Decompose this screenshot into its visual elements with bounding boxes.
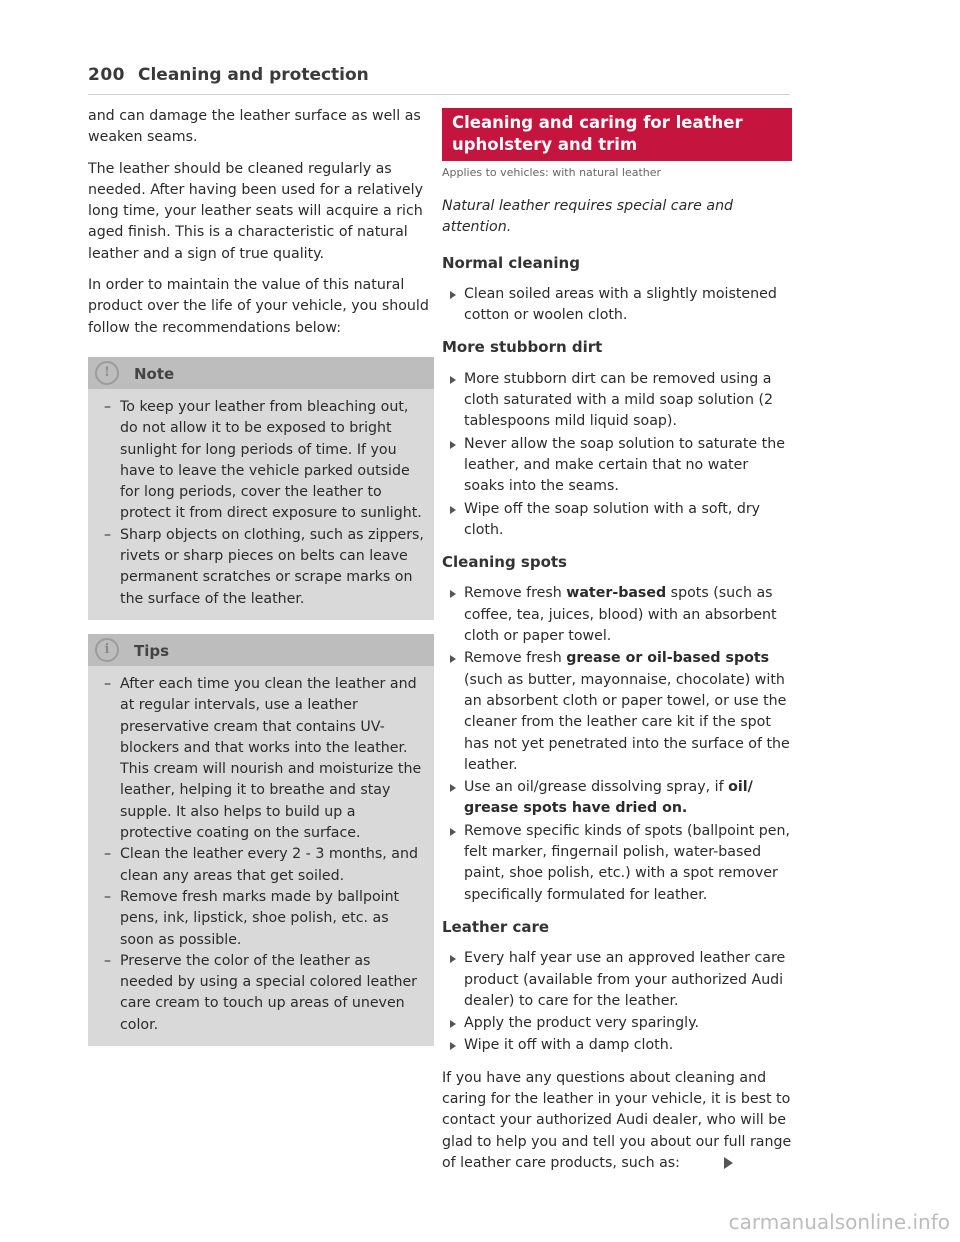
note-title: Note [134, 364, 175, 383]
note-item: – Sharp objects on clothing, such as zippers, rivets or sharp pieces on belts can leave permanent scratches or scrape marks on the surface of the leather. [98, 525, 424, 610]
applies-to: Applies to vehicles: with natural leather [442, 166, 662, 179]
list-item: Apply the product very sparingly. [442, 1013, 792, 1034]
closing-paragraph: If you have any questions about cleaning and caring for the leather in your vehicle, it is best to contact your authorized Audi dealer, who will be glad to help you and tell you about our full range of leather care products, such as: [442, 1069, 792, 1171]
normal-cleaning-heading: Normal cleaning [442, 253, 580, 272]
warning-icon: ! [95, 361, 119, 385]
list-item: Remove specific kinds of spots (ballpoint pen, felt marker, fingernail polish, water-based paint, shoe polish, etc.) with a spot remover specifically formulated for leather. [442, 821, 792, 906]
paragraph: and can damage the leather surface as well as weaken seams. [88, 108, 421, 146]
page-header [88, 62, 790, 95]
tips-box [88, 634, 434, 1046]
note-item: – To keep your leather from bleaching out, do not allow it to be exposed to bright sunlight for long periods of time. If you have to leave the vehicle parked outside for long periods, cover the leather to protect it from direct exposure to sunlight. [98, 397, 424, 525]
note-body [88, 389, 434, 620]
right-column [442, 106, 792, 1184]
left-column [88, 106, 434, 1046]
note-box [88, 357, 434, 620]
section-title: Cleaning and protection [138, 65, 369, 85]
continue-arrow-icon [724, 1157, 733, 1169]
list-item: Never allow the soap solution to saturate the leather, and make certain that no water soaks into the seams. [442, 434, 792, 498]
tips-title: Tips [134, 641, 170, 660]
list-item: More stubborn dirt can be removed using a cloth saturated with a mild soap solution (2 tablespoons mild liquid soap). [442, 369, 792, 433]
leather-care-heading: Leather care [442, 917, 550, 936]
paragraph: The leather should be cleaned regularly as needed. After having been used for a relatively long time, your leather seats will acquire a rich aged finish. This is a characteristic of natural leather and a sign of true quality. [88, 160, 423, 262]
section-heading: Cleaning and caring for leather upholstery and trim [442, 108, 792, 161]
list-item: Clean soiled areas with a slightly moistened cotton or woolen cloth. [442, 284, 792, 327]
list-item: Remove fresh grease or oil-based spots (such as butter, mayonnaise, chocolate) with an absorbent cloth or paper towel, or use the cleaner from the leather care kit if the spot has not yet penetrated into the surface of the leather. [442, 648, 792, 776]
paragraph: In order to maintain the value of this natural product over the life of your vehicle, you should follow the recommendations below: [88, 277, 429, 336]
tips-item: – Clean the leather every 2 - 3 months, and clean any areas that get soiled. [98, 844, 424, 887]
list-item: Wipe it off with a damp cloth. [442, 1035, 792, 1056]
info-icon: i [95, 638, 119, 662]
stubborn-dirt-heading: More stubborn dirt [442, 338, 603, 357]
cleaning-spots-heading: Cleaning spots [442, 553, 567, 572]
watermark: carmanualsonline.info [728, 1210, 950, 1234]
list-item: Wipe off the soap solution with a soft, dry cloth. [442, 499, 792, 542]
list-item: Use an oil/grease dissolving spray, if oil/ grease spots have dried on. [442, 777, 792, 820]
tips-item: – Preserve the color of the leather as needed by using a special colored leather care cream to touch up areas of uneven color. [98, 951, 424, 1036]
list-item: Every half year use an approved leather care product (available from your authorized Audi dealer) to care for the leather. [442, 948, 792, 1012]
tips-header [88, 634, 434, 666]
page-number: 200 [88, 65, 125, 85]
tips-item: – Remove fresh marks made by ballpoint pens, ink, lipstick, shoe polish, etc. as soon as possible. [98, 887, 424, 951]
intro-text: Natural leather requires special care and attention. [442, 198, 734, 236]
tips-body [88, 666, 434, 1046]
list-item: Remove fresh water-based spots (such as coffee, tea, juices, blood) with an absorbent cloth or paper towel. [442, 583, 792, 647]
tips-item: – After each time you clean the leather and at regular intervals, use a leather preservative cream that contains UV-blockers and that works into the leather. This cream will nourish and moisturize the leather, helping it to breathe and stay supple. It also helps to build up a protective coating on the surface. [98, 674, 424, 844]
note-header [88, 357, 434, 389]
